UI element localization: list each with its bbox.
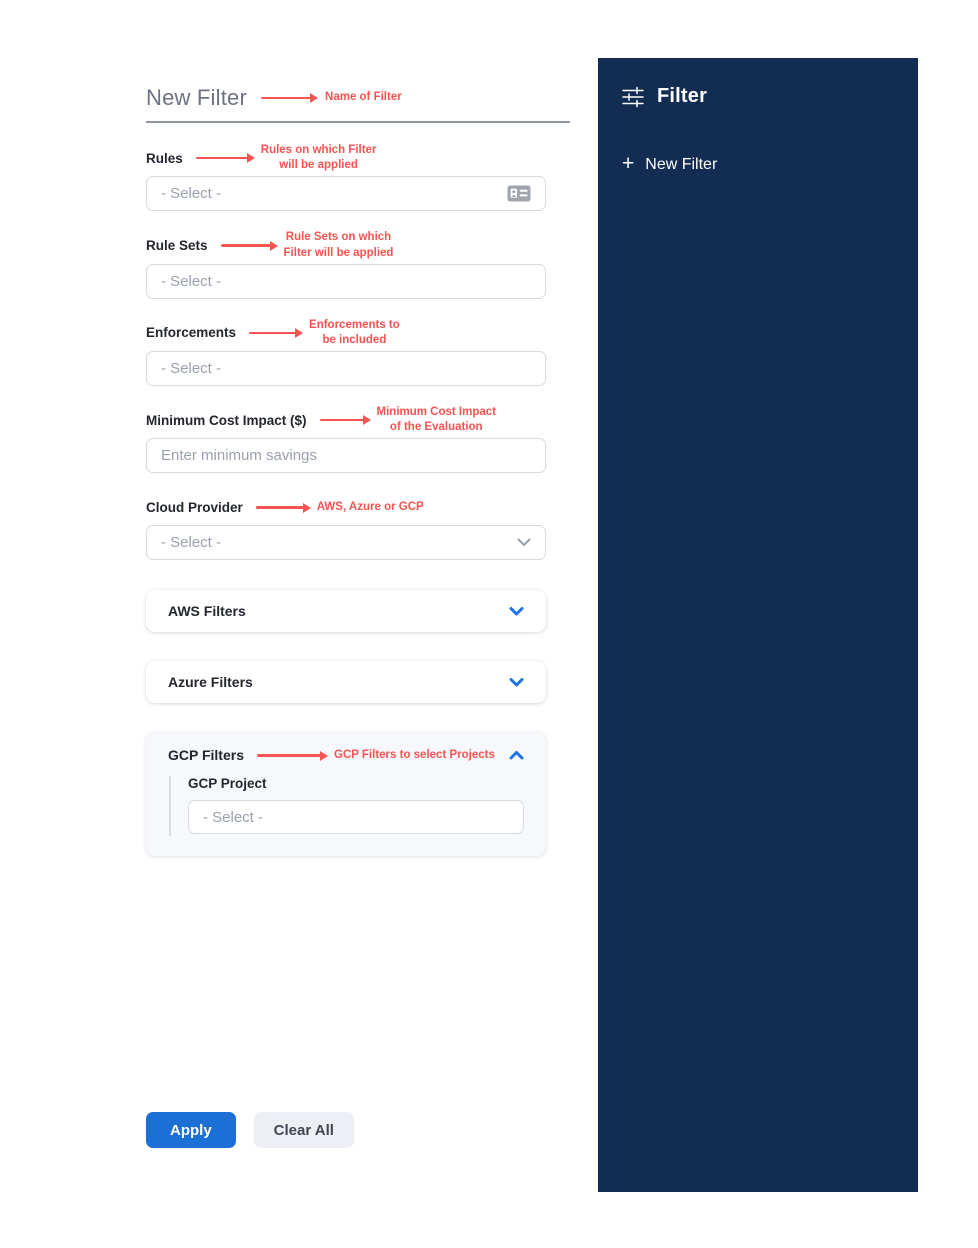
chevron-up-icon[interactable] [509, 751, 524, 760]
annotation-arrow [221, 244, 271, 247]
gcp-filters-body [169, 776, 524, 836]
plus-icon: + [622, 152, 635, 175]
annotation-arrow [320, 419, 364, 422]
filter-sidebar [598, 58, 918, 1192]
cloud-provider-select[interactable]: - Select - [146, 525, 546, 560]
field-cloud-provider [146, 492, 546, 560]
title-annotation: Name of Filter [325, 91, 402, 104]
annotation-arrow [261, 97, 311, 100]
field-min-cost-impact [146, 405, 546, 473]
aws-filters-label: AWS Filters [168, 603, 246, 620]
field-enforcements [146, 318, 546, 386]
enforcements-annotation: Enforcements to be included [309, 318, 400, 346]
min-savings-input[interactable] [146, 438, 546, 473]
sidebar-item-new-filter[interactable] [622, 154, 894, 175]
chevron-down-icon[interactable] [509, 607, 524, 616]
gcp-project-label: GCP Project [188, 776, 267, 792]
aws-filters-panel[interactable] [146, 590, 546, 632]
cloud-provider-label: Cloud Provider [146, 499, 243, 515]
form-actions [146, 1112, 546, 1148]
gcp-filters-panel[interactable] [146, 732, 546, 856]
min-cost-impact-label: Minimum Cost Impact ($) [146, 412, 307, 428]
annotation-arrow [257, 754, 321, 757]
enforcements-label: Enforcements [146, 325, 237, 341]
rules-select[interactable]: - Select - [146, 176, 546, 211]
sidebar-header [622, 85, 894, 108]
sidebar-item-label: New Filter [645, 155, 718, 173]
field-rules [146, 143, 546, 211]
title-divider [146, 121, 570, 123]
cloud-provider-annotation: AWS, Azure or GCP [316, 500, 424, 513]
page-title: New Filter [146, 85, 248, 110]
rule-sets-annotation: Rule Sets on which Filter will be applied [283, 231, 394, 259]
title-row [146, 85, 546, 111]
chevron-down-icon [517, 538, 531, 547]
annotation-arrow [249, 332, 296, 335]
apply-button[interactable]: Apply [146, 1112, 236, 1148]
min-cost-impact-annotation: Minimum Cost Impact of the Evaluation [376, 406, 496, 434]
sliders-icon [622, 86, 644, 108]
gcp-filters-annotation: GCP Filters to select Projects [334, 748, 495, 761]
azure-filters-panel[interactable] [146, 661, 546, 703]
annotation-arrow [256, 506, 304, 509]
enforcements-select[interactable]: - Select - [146, 351, 546, 386]
rule-sets-select[interactable]: - Select - [146, 264, 546, 299]
new-filter-form [146, 85, 546, 1148]
gcp-filters-header[interactable] [168, 747, 524, 763]
sidebar-title: Filter [657, 85, 708, 107]
chevron-down-icon[interactable] [509, 678, 524, 687]
clear-all-button[interactable]: Clear All [254, 1112, 354, 1148]
rules-annotation: Rules on which Filter will be applied [260, 144, 377, 172]
rules-label: Rules [146, 150, 183, 166]
annotation-arrow [196, 157, 248, 160]
rule-sets-label: Rule Sets [146, 238, 208, 254]
contact-card-icon [507, 185, 531, 202]
gcp-project-select[interactable]: - Select - [188, 800, 524, 834]
gcp-filters-label: GCP Filters [168, 747, 244, 764]
field-rule-sets [146, 230, 546, 298]
azure-filters-label: Azure Filters [168, 674, 253, 691]
